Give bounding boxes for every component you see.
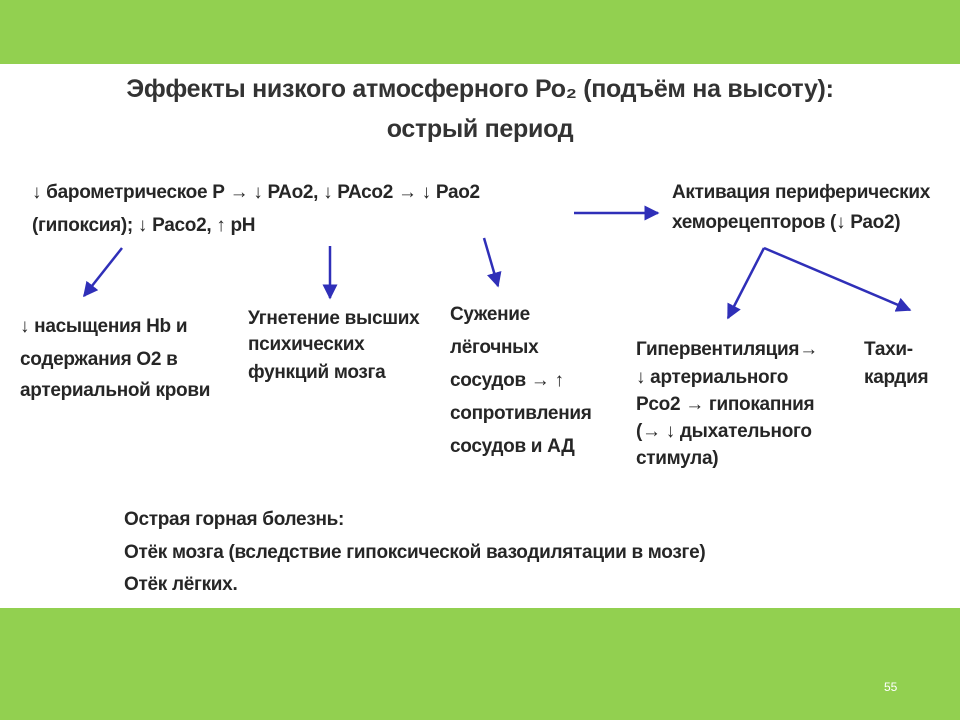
- slide-title-line2: острый период: [386, 115, 574, 143]
- effect-hb-line3: артериальной крови: [20, 380, 211, 401]
- mountain-sickness-heading: Острая горная болезнь:: [124, 509, 345, 530]
- effect-hyperventilation-line5: стимула): [636, 448, 719, 469]
- effect-vessels-line4: сопротивления: [450, 403, 592, 424]
- effect-vessels-line1: Сужение: [450, 304, 530, 325]
- effect-brain-line1: Угнетение высших: [248, 308, 420, 329]
- effect-brain-line3: функций мозга: [248, 362, 386, 383]
- effect-hyperventilation-line1: Гипервентиляция→: [636, 339, 818, 360]
- cause-line1: ↓ барометрическое Р → ↓ РАо2, ↓ РАсо2 → ↓ Рао2: [32, 182, 480, 203]
- activation-line2: хеморецепторов (↓ Рао2): [672, 212, 901, 233]
- arrow-to-tachycardia: [764, 248, 910, 310]
- arrow-to-vessels: [484, 238, 498, 286]
- activation-line1: Активация периферических: [672, 182, 930, 203]
- effect-tachycardia-line2: кардия: [864, 367, 929, 388]
- effect-hyperventilation-line2: ↓ артериального: [636, 367, 789, 388]
- cause-line2: (гипоксия); ↓ Расо2, ↑ рН: [32, 215, 256, 236]
- effect-vessels-line2: лёгочных: [450, 337, 539, 358]
- effect-hb-line2: содержания O2 в: [20, 349, 178, 370]
- slide-number: 55: [884, 680, 898, 694]
- slide-title-line1: Эффекты низкого атмосферного Ро₂ (подъём на высоту):: [126, 75, 834, 103]
- arrow-to-hyperventilation: [728, 248, 764, 318]
- effect-hyperventilation-line3: Рсо2 → гипокапния: [636, 394, 815, 415]
- arrow-to-hb: [84, 248, 122, 296]
- effect-vessels-line3: сосудов → ↑: [450, 370, 564, 391]
- effect-brain-line2: психических: [248, 334, 365, 355]
- effect-hyperventilation-line4: (→ ↓ дыхательного: [636, 421, 812, 442]
- effect-vessels-line5: сосудов и АД: [450, 436, 575, 457]
- effect-hb-line1: ↓ насыщения Hb и: [20, 316, 188, 337]
- effect-tachycardia-line1: Тахи-: [864, 339, 913, 360]
- mountain-sickness-brain-edema: Отёк мозга (вследствие гипоксической вазодилятации в мозге): [124, 542, 706, 563]
- mountain-sickness-lung-edema: Отёк лёгких.: [124, 574, 238, 595]
